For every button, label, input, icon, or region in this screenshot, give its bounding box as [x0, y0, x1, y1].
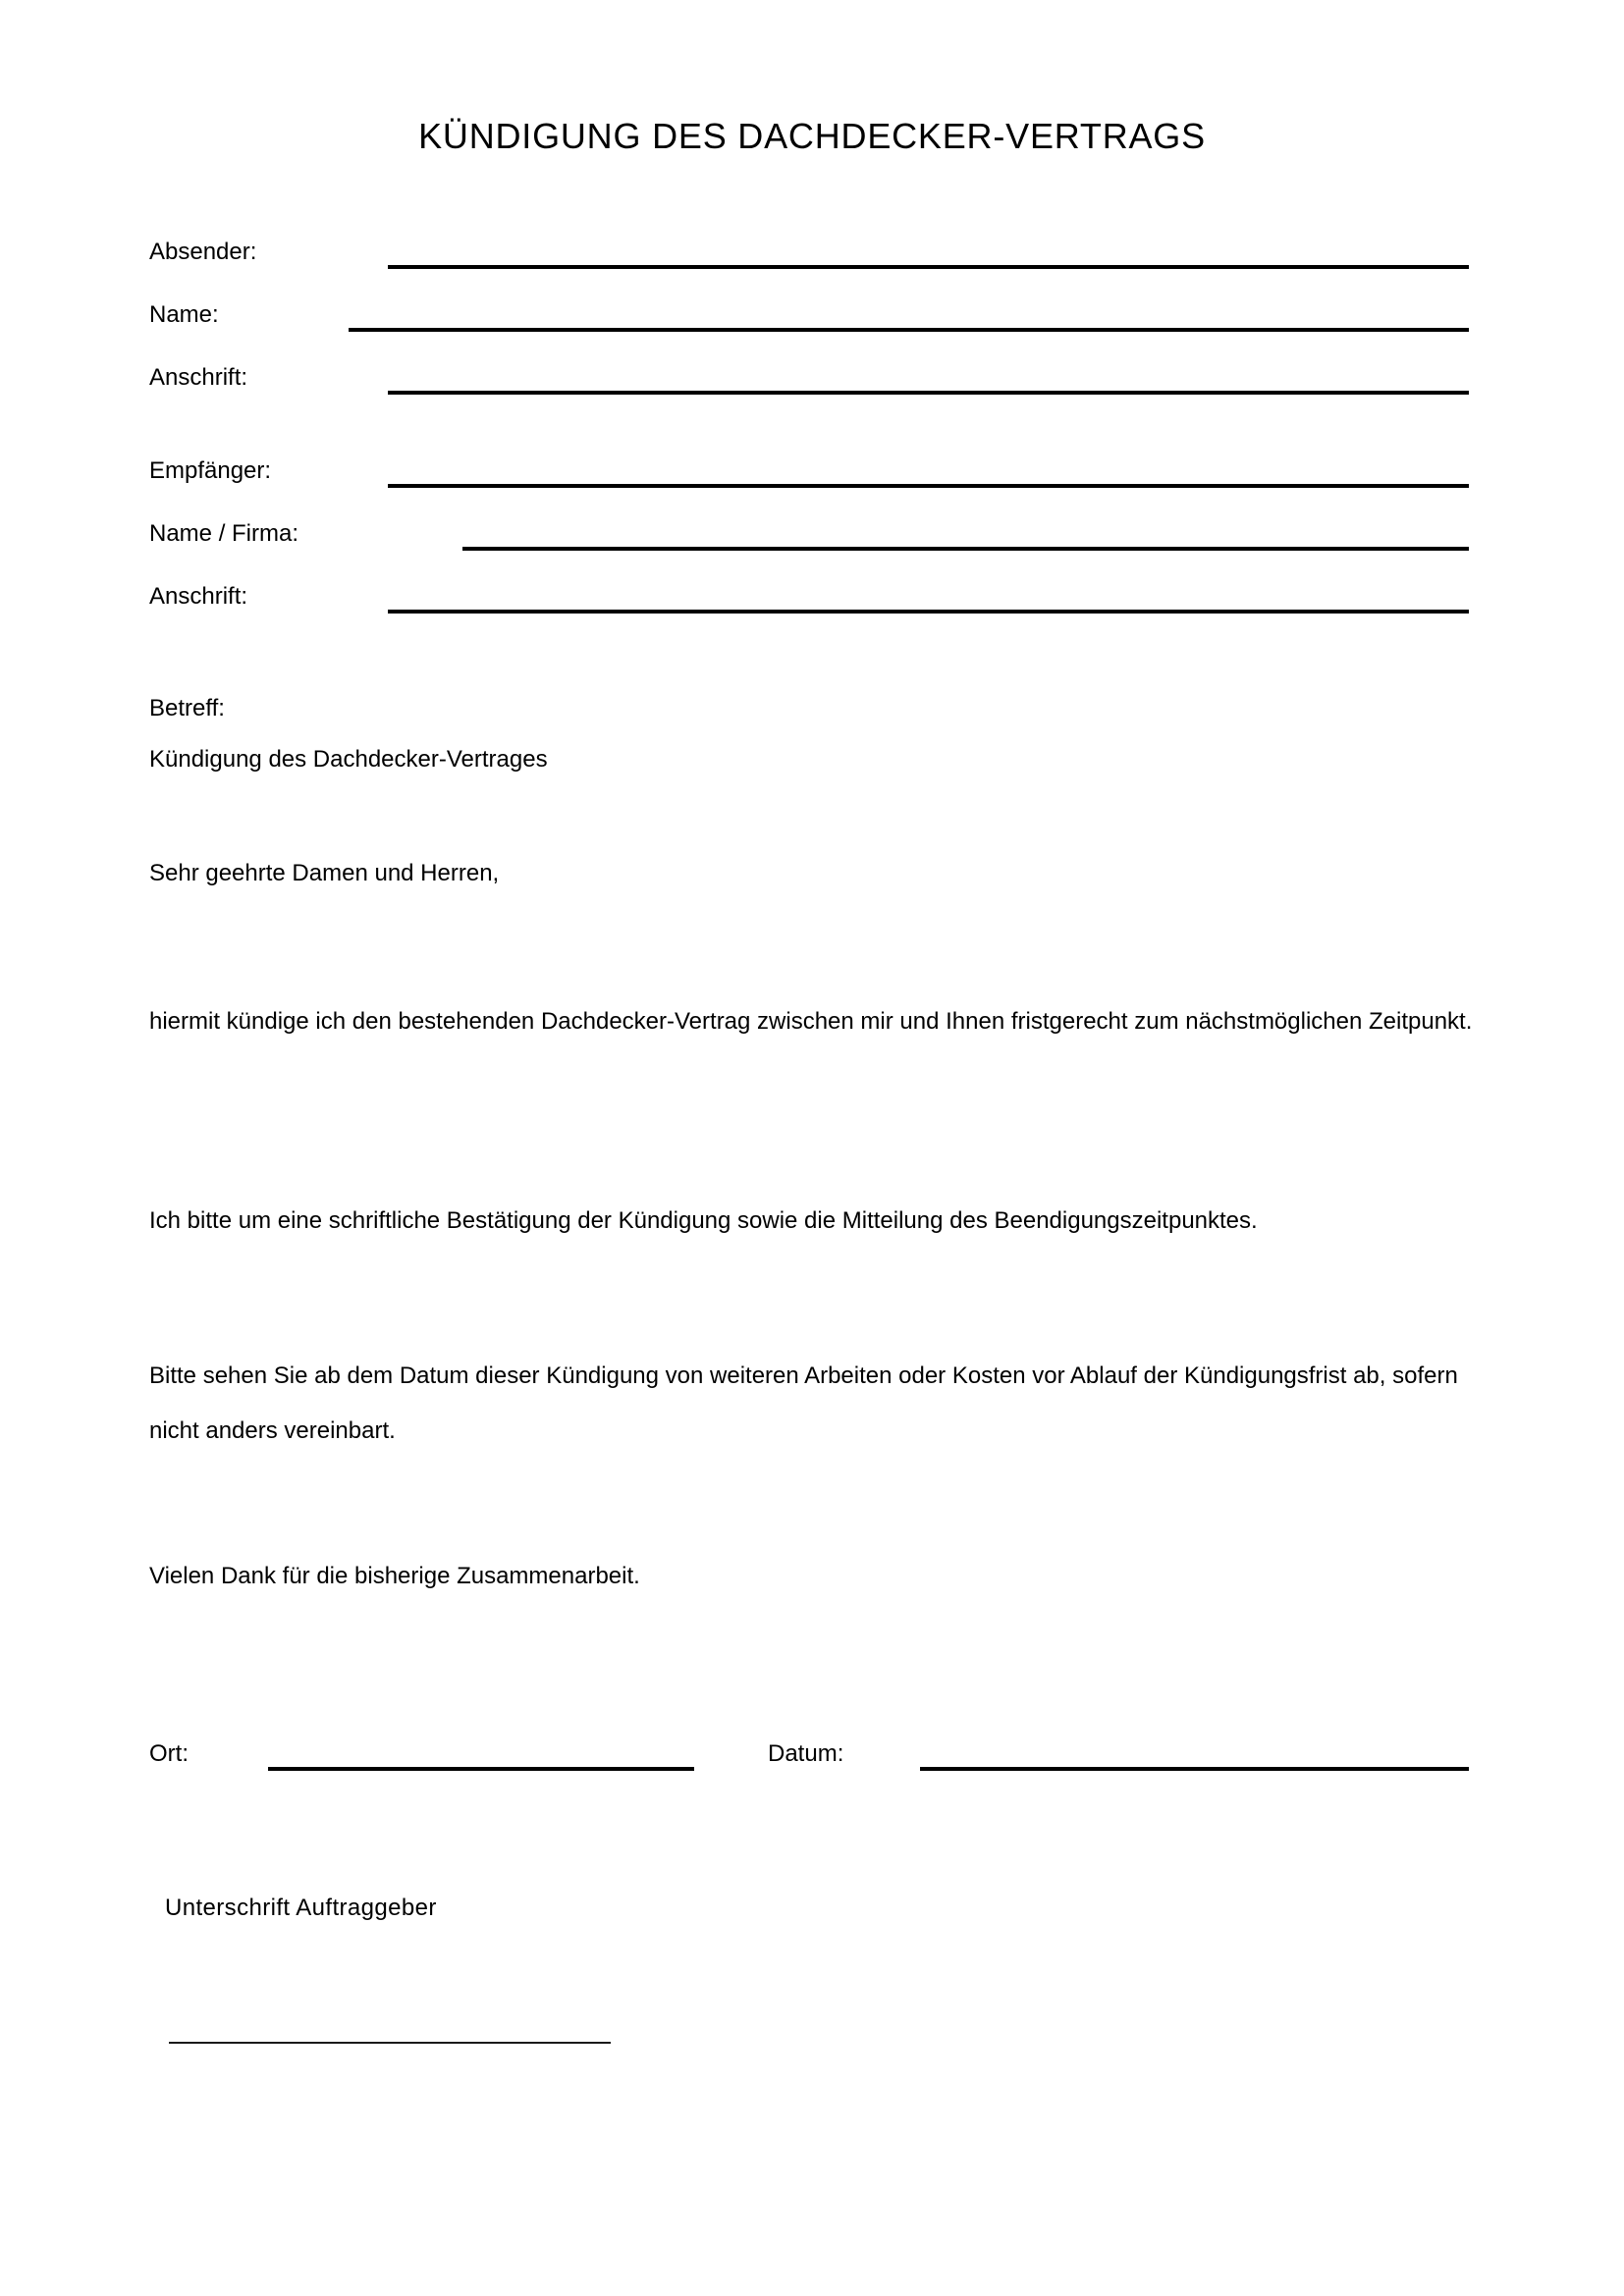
body-paragraph-2: Ich bitte um eine schriftliche Bestätigung der Kündigung sowie die Mitteilung des Beendigungszeitpunktes.: [149, 1207, 1258, 1234]
field-row-sender-address: [149, 361, 1469, 395]
field-row-absender: [149, 236, 1469, 269]
betreff-label: Betreff:: [149, 695, 225, 721]
ort-input-rule[interactable]: [268, 1767, 694, 1771]
ort-label: Ort:: [149, 1740, 189, 1767]
empfaenger-input-rule[interactable]: [388, 484, 1469, 488]
signature-caption: Unterschrift Auftraggeber: [165, 1895, 437, 1921]
field-row-sender-name: [149, 298, 1469, 332]
body-paragraph-4: Vielen Dank für die bisherige Zusammenarbeit.: [149, 1563, 640, 1589]
sender-name-label: Name:: [149, 301, 219, 328]
absender-input-rule[interactable]: [388, 265, 1469, 269]
betreff-value: Kündigung des Dachdecker-Vertrages: [149, 746, 548, 773]
recipient-name-label: Name / Firma:: [149, 520, 299, 547]
datum-label: Datum:: [768, 1740, 844, 1767]
field-row-recipient-address: [149, 580, 1469, 614]
field-row-datum: [768, 1737, 1469, 1771]
recipient-address-label: Anschrift:: [149, 583, 248, 610]
empfaenger-label: Empfänger:: [149, 457, 272, 484]
absender-label: Absender:: [149, 239, 257, 265]
field-row-ort: [149, 1737, 694, 1771]
body-paragraph-1: hiermit kündige ich den bestehenden Dachdecker-Vertrag zwischen mir und Ihnen fristgerecht zum nächstmöglichen Zeitpunkt.: [149, 1008, 1473, 1035]
recipient-name-input-rule[interactable]: [462, 547, 1469, 551]
page-title: KÜNDIGUNG DES DACHDECKER-VERTRAGS: [418, 116, 1206, 156]
body-paragraph-3: Bitte sehen Sie ab dem Datum dieser Kündigung von weiteren Arbeiten oder Kosten vor Ablauf der Kündigungsfrist ab, sofern nicht anders vereinbart.: [149, 1362, 1458, 1444]
field-row-recipient-name: [149, 517, 1469, 551]
salutation: Sehr geehrte Damen und Herren,: [149, 860, 500, 886]
datum-input-rule[interactable]: [920, 1767, 1469, 1771]
sender-address-label: Anschrift:: [149, 364, 248, 391]
field-row-empfaenger: [149, 454, 1469, 488]
signature-input-rule[interactable]: [169, 2042, 611, 2044]
sender-address-input-rule[interactable]: [388, 391, 1469, 395]
recipient-address-input-rule[interactable]: [388, 610, 1469, 614]
sender-name-input-rule[interactable]: [349, 328, 1469, 332]
